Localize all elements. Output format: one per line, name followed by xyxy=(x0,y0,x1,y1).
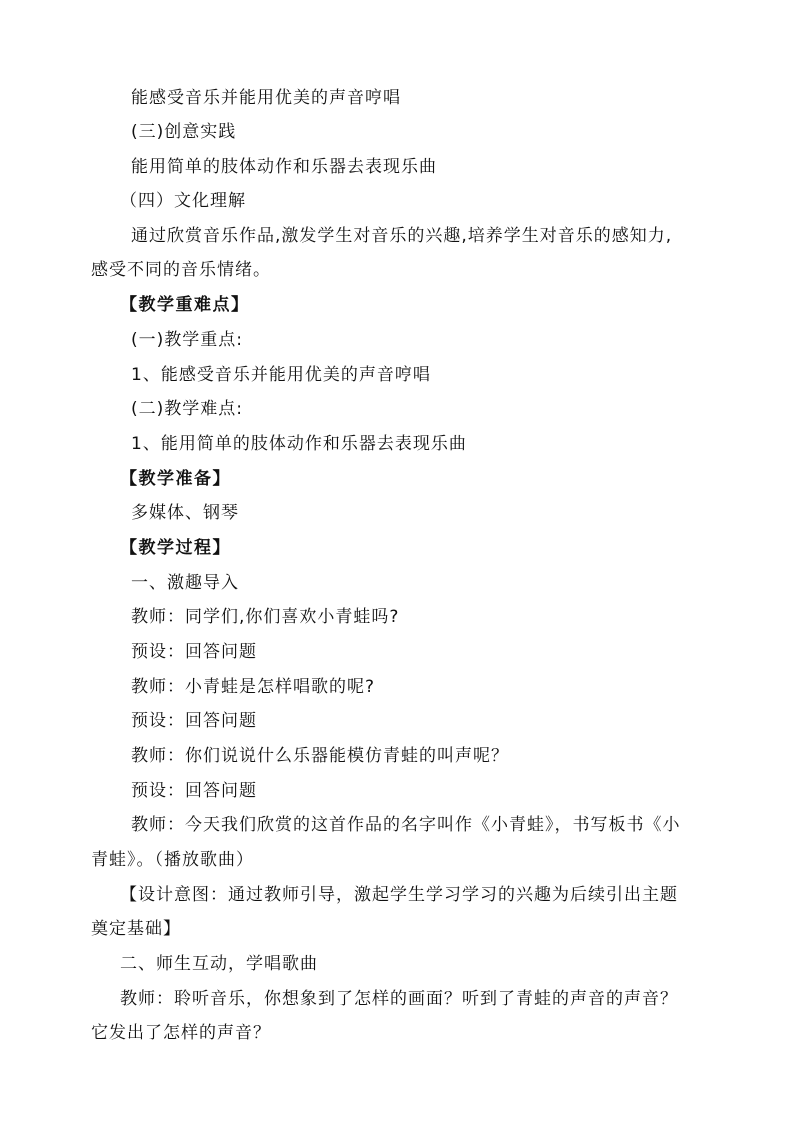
dialogue-line: 教师：同学们,你们喜欢小青蛙吗? xyxy=(131,607,400,627)
dialogue-line: 预设：回答问题 xyxy=(131,711,257,731)
dialogue-line: 它发出了怎样的声音？ xyxy=(91,1023,271,1043)
subheading-interaction: 二、师生互动，学唱歌曲 xyxy=(120,954,318,974)
design-intent: 奠定基础】 xyxy=(91,919,181,939)
design-intent: 【设计意图：通过教师引导，激起学生学习学习的兴趣为后续引出主题 xyxy=(120,885,678,905)
text-line: 能感受音乐并能用优美的声音哼唱 xyxy=(131,88,401,108)
subheading-difficulty: (二)教学难点: xyxy=(131,399,243,419)
list-item: 1、能感受音乐并能用优美的声音哼唱 xyxy=(131,365,431,385)
heading-process: 【教学过程】 xyxy=(120,538,231,558)
subheading-key-point: (一)教学重点: xyxy=(131,330,243,350)
paragraph-line: 通过欣赏音乐作品,激发学生对音乐的兴趣,培养学生对音乐的感知力, xyxy=(131,226,673,246)
dialogue-line: 教师：聆听音乐，你想象到了怎样的画面？听到了青蛙的声音的声音？ xyxy=(120,989,678,1009)
dialogue-line: 预设：回答问题 xyxy=(131,642,257,662)
dialogue-line: 预设：回答问题 xyxy=(131,781,257,801)
heading-preparation: 【教学准备】 xyxy=(120,469,231,489)
text-line: 多媒体、钢琴 xyxy=(131,503,239,523)
list-item: 1、能用简单的肢体动作和乐器去表现乐曲 xyxy=(131,434,467,454)
paragraph-line: 感受不同的音乐情绪。 xyxy=(91,260,271,280)
dialogue-line: 教师：小青蛙是怎样唱歌的呢? xyxy=(131,677,376,697)
text-line: 能用简单的肢体动作和乐器去表现乐曲 xyxy=(131,157,437,177)
section-heading-cultural-understanding: （四）文化理解 xyxy=(120,191,246,211)
dialogue-line: 教师：今天我们欣赏的这首作品的名字叫作《小青蛙》，书写板书《小 xyxy=(131,815,681,835)
subheading-intro: 一、激趣导入 xyxy=(131,573,239,593)
dialogue-line: 教师：你们说说什么乐器能模仿青蛙的叫声呢？ xyxy=(131,746,509,766)
section-heading-creative-practice: (三)创意实践 xyxy=(131,122,237,142)
dialogue-line: 青蛙》。（播放歌曲） xyxy=(91,850,254,870)
heading-key-points: 【教学重难点】 xyxy=(120,295,250,315)
